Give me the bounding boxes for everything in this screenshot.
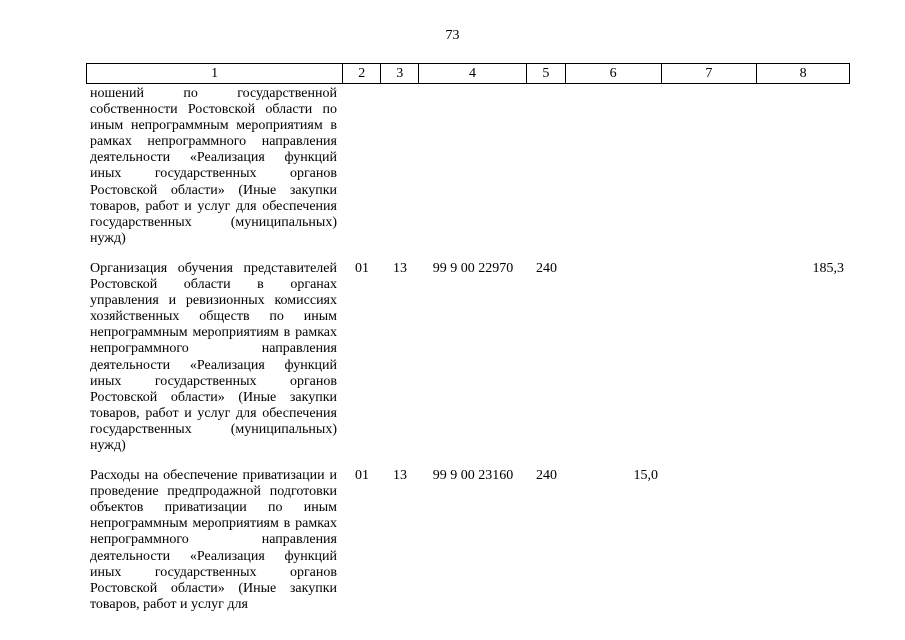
cell-subsection: 13 (393, 260, 407, 276)
table-body (86, 86, 850, 613)
column-header-4: 4 (419, 64, 527, 83)
column-header-7: 7 (662, 64, 758, 83)
row-description: Организация обучения представителей Ростовской области в органах управления и ревизионных комиссиях хозяйственных обществ по иным непрограммным мероприятиям в рамках непрограммного направления деятельности «Реализация функций иных государственных органов Ростовской области» (Иные закупки товаров, работ и услуг для обеспечения государственных (муниципальных) нужд) (90, 260, 337, 453)
cell-amount-6: 15,0 (633, 468, 658, 484)
cell-section: 01 (355, 468, 369, 484)
cell-amount-8: 185,3 (812, 260, 844, 276)
column-header-2: 2 (343, 64, 381, 83)
cell-expense-type: 240 (536, 260, 557, 276)
row-description: Расходы на обеспечение приватизации и проведение предпродажной подготовки объектов приватизации по иным непрограммным мероприятиям в рамках непрограммного направления деятельности «Реализация функций иных государственных органов Ростовской области» (Иные закупки товаров, работ и услуг для (90, 468, 337, 612)
column-header-8: 8 (799, 66, 807, 81)
page-number: 73 (445, 28, 460, 43)
column-header-3: 3 (381, 64, 419, 83)
table-row (86, 261, 850, 454)
column-header-1: 1 (87, 64, 343, 83)
table-header-row (86, 63, 850, 84)
row-description: ношений по государственной собственности Ростовской области по иным непрограммным мероприятиям в рамках непрограммного направления деятельности «Реализация функций иных государственных органов Ростовской области» (Иные закупки товаров, работ и услуг для обеспечения государственных (муниципальных) нужд) (90, 86, 337, 246)
cell-expense-type: 240 (536, 468, 557, 484)
column-header-5: 5 (527, 64, 566, 83)
cell-target-item: 99 9 00 23160 (432, 468, 514, 484)
table-row (86, 468, 850, 613)
column-header-6: 6 (566, 64, 662, 83)
table-row (86, 86, 850, 247)
cell-target-item: 99 9 00 22970 (432, 260, 514, 276)
cell-section: 01 (355, 260, 369, 276)
cell-subsection: 13 (393, 468, 407, 484)
